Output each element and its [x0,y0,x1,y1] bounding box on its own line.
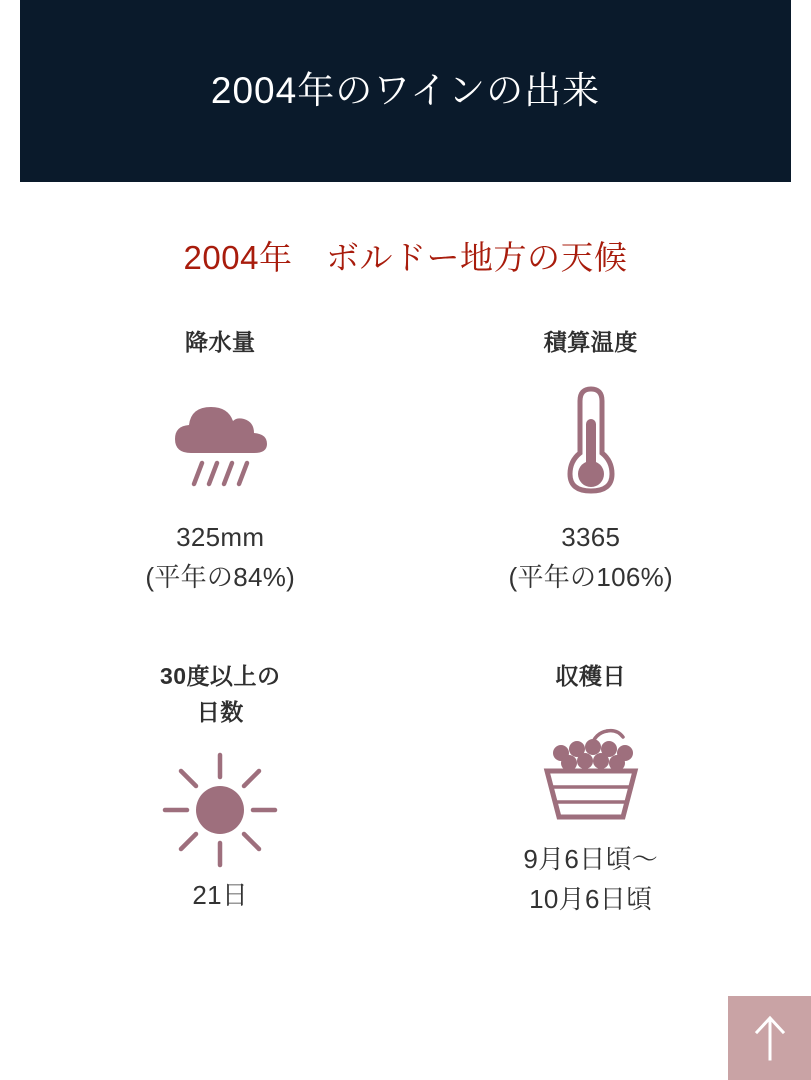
metric-value: 3365 [561,521,621,552]
metric-value: 325mm [176,521,265,552]
metric-value: 9月6日頃〜 [523,843,659,874]
metric-hot-days [35,659,406,919]
metric-harvest-date [406,659,777,919]
header-banner [20,0,791,182]
sun-icon [35,745,406,875]
metric-label: 積算温度 [543,329,638,355]
rain-cloud-icon [35,367,406,517]
metric-label: 収穫日 [555,663,626,690]
metric-label: 降水量 [185,329,256,355]
metric-label-line2: 日数 [196,698,244,725]
metric-subvalue: (平年の106%) [508,561,673,592]
metric-subvalue: 10月6日頃 [529,884,653,915]
metric-label [35,659,406,730]
page-title: 2004年のワインの出来 [210,69,601,111]
arrow-up-icon [749,1013,791,1063]
thermometer-icon [406,367,777,517]
metric-subvalue: (平年の84%) [145,561,296,592]
metric-value: 21日 [192,879,249,910]
section-heading: 2004年 ボルドー地方の天候 [183,239,628,276]
metric-label-line1: 30度以上の [159,663,281,690]
metric-accumulated-temperature [406,325,777,597]
scroll-to-top-button[interactable] [728,996,811,1080]
metric-rainfall [35,325,406,597]
grape-basket-icon [406,709,777,839]
weather-metrics-grid [35,325,776,919]
